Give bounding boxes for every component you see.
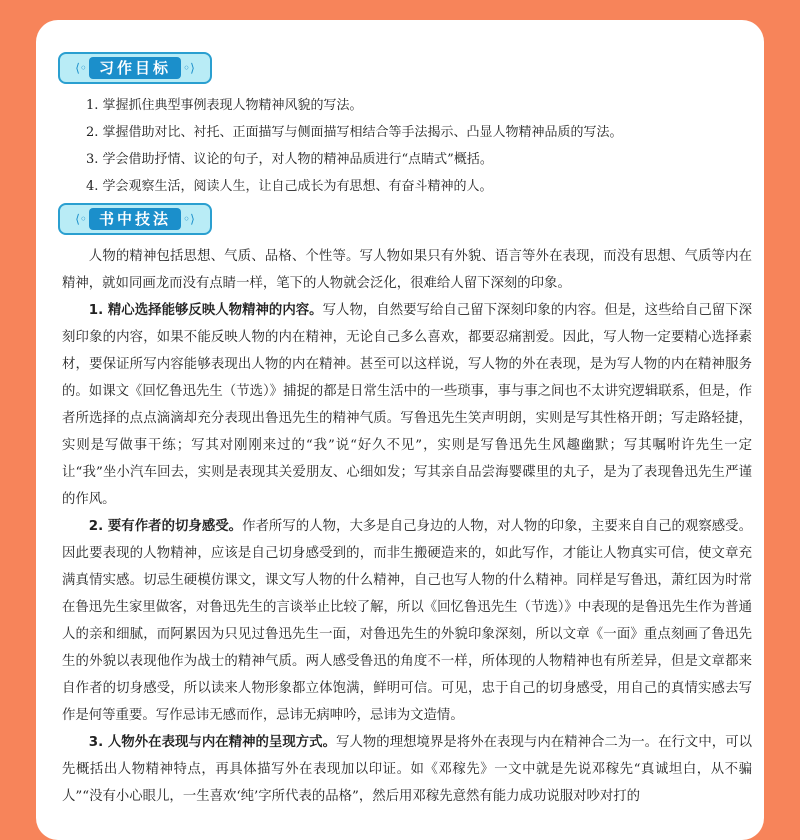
scroll-ornament-icon: ◦⟩ (183, 212, 195, 226)
paragraph-text: 写人物，自然要写给自己留下深刻印象的内容。但是，这些给自己留下深刻印象的内容，如果不能反映人物的内在精神，无论自己多么喜欢，都要忍痛割爱。因此，写人物一定要精心选择素材，要保证所写内容能够表现出人物的内在精神。甚至可以这样说，写人物的外在表现，是为写人物的内在精神服务的。如课文《回忆鲁迅先生（节选）》捕捉的都是日常生活中的一些琐事，事与事之间也不太讲究逻辑联系，但是，作者所选择的点点滴滴却充分表现出鲁迅先生的精神气质。写鲁迅先生笑声明朗，实则是写其性格开朗；写走路轻捷，实则是写做事干练；写其对刚刚来过的“我”说“好久不见”，实则是写鲁迅先生风趣幽默；写其嘱咐许先生一定让“我”坐小汽车回去，实则是表现其关爱朋友、心细如发；写其亲自品尝海婴碟里的丸子，是为了表现鲁迅先生严谨的作风。 (62, 303, 752, 507)
paragraph-1 (62, 297, 752, 513)
intro-paragraph: 人物的精神包括思想、气质、品格、个性等。写人物如果只有外貌、语言等外在表现，而没有思想、气质等内在精神，就如同画龙而没有点睛一样，笔下的人物就会泛化，很难给人留下深刻的印象。 (62, 249, 752, 291)
goal-list (86, 92, 746, 200)
scroll-ornament-icon: ⟨◦ (75, 61, 87, 75)
goal-item: 2. 掌握借助对比、衬托、正面描写与侧面描写相结合等手法揭示、凸显人物精神品质的写法。 (86, 125, 623, 140)
paragraph-heading: 2. 要有作者的切身感受。 (88, 519, 243, 534)
scroll-ornament-icon: ⟨◦ (75, 212, 87, 226)
section-badge-techniques (58, 203, 212, 235)
paragraph-heading: 1. 精心选择能够反映人物精神的内容。 (88, 303, 323, 318)
scroll-ornament-icon: ◦⟩ (183, 61, 195, 75)
badge-title: 习作目标 (89, 57, 181, 79)
goal-item: 1. 掌握抓住典型事例表现人物精神风貌的写法。 (86, 98, 363, 113)
paragraph-text: 作者所写的人物，大多是自己身边的人物，对人物的印象，主要来自自己的观察感受。因此要表现的人物精神，应该是自己切身感受到的，而非生搬硬造来的，如此写作，才能让人物真实可信，使文章充满真情实感。切忌生硬模仿课文，课文写人物的什么精神，自己也写人物的什么精神。同样是写鲁迅，萧红因为时常在鲁迅先生家里做客，对鲁迅先生的言谈举止比较了解，所以《回忆鲁迅先生（节选）》中表现的是鲁迅先生作为普通人的亲和细腻，而阿累因为只见过鲁迅先生一面，对鲁迅先生的外貌印象深刻，所以文章《一面》重点刻画了鲁迅先生的外貌以表现他作为战士的精神气质。两人感受鲁迅的角度不一样，所体现的人物精神也有所差异，但是文章都来自作者的切身感受，所以读来人物形象都立体饱满，鲜明可信。可见，忠于自己的切身感受，用自己的真情实感去写作是何等重要。写作忌讳无感而作，忌讳无病呻吟，忌讳为文造情。 (62, 519, 752, 723)
section-badge-goals (58, 52, 212, 84)
goal-item: 3. 学会借助抒情、议论的句子，对人物的精神品质进行“点睛式”概括。 (86, 152, 493, 167)
goal-item: 4. 学会观察生活，阅读人生，让自己成长为有思想、有奋斗精神的人。 (86, 179, 493, 194)
paragraph-heading: 3. 人物外在表现与内在精神的呈现方式。 (88, 735, 337, 750)
paragraph-2 (62, 513, 752, 729)
paragraph-3 (62, 729, 752, 810)
badge-title: 书中技法 (89, 208, 181, 230)
paragraph-text: 写人物的理想境界是将外在表现与内在精神合二为一。在行文中，可以先概括出人物精神特点，再具体描写外在表现加以印证。如《邓稼先》一文中就是先说邓稼先“真诚坦白，从不骗人”“没有小心眼儿，一生喜欢‘纯’字所代表的品格”，然后用邓稼先意然有能力成功说服对吵对打的 (62, 735, 752, 804)
body-text (62, 243, 752, 810)
